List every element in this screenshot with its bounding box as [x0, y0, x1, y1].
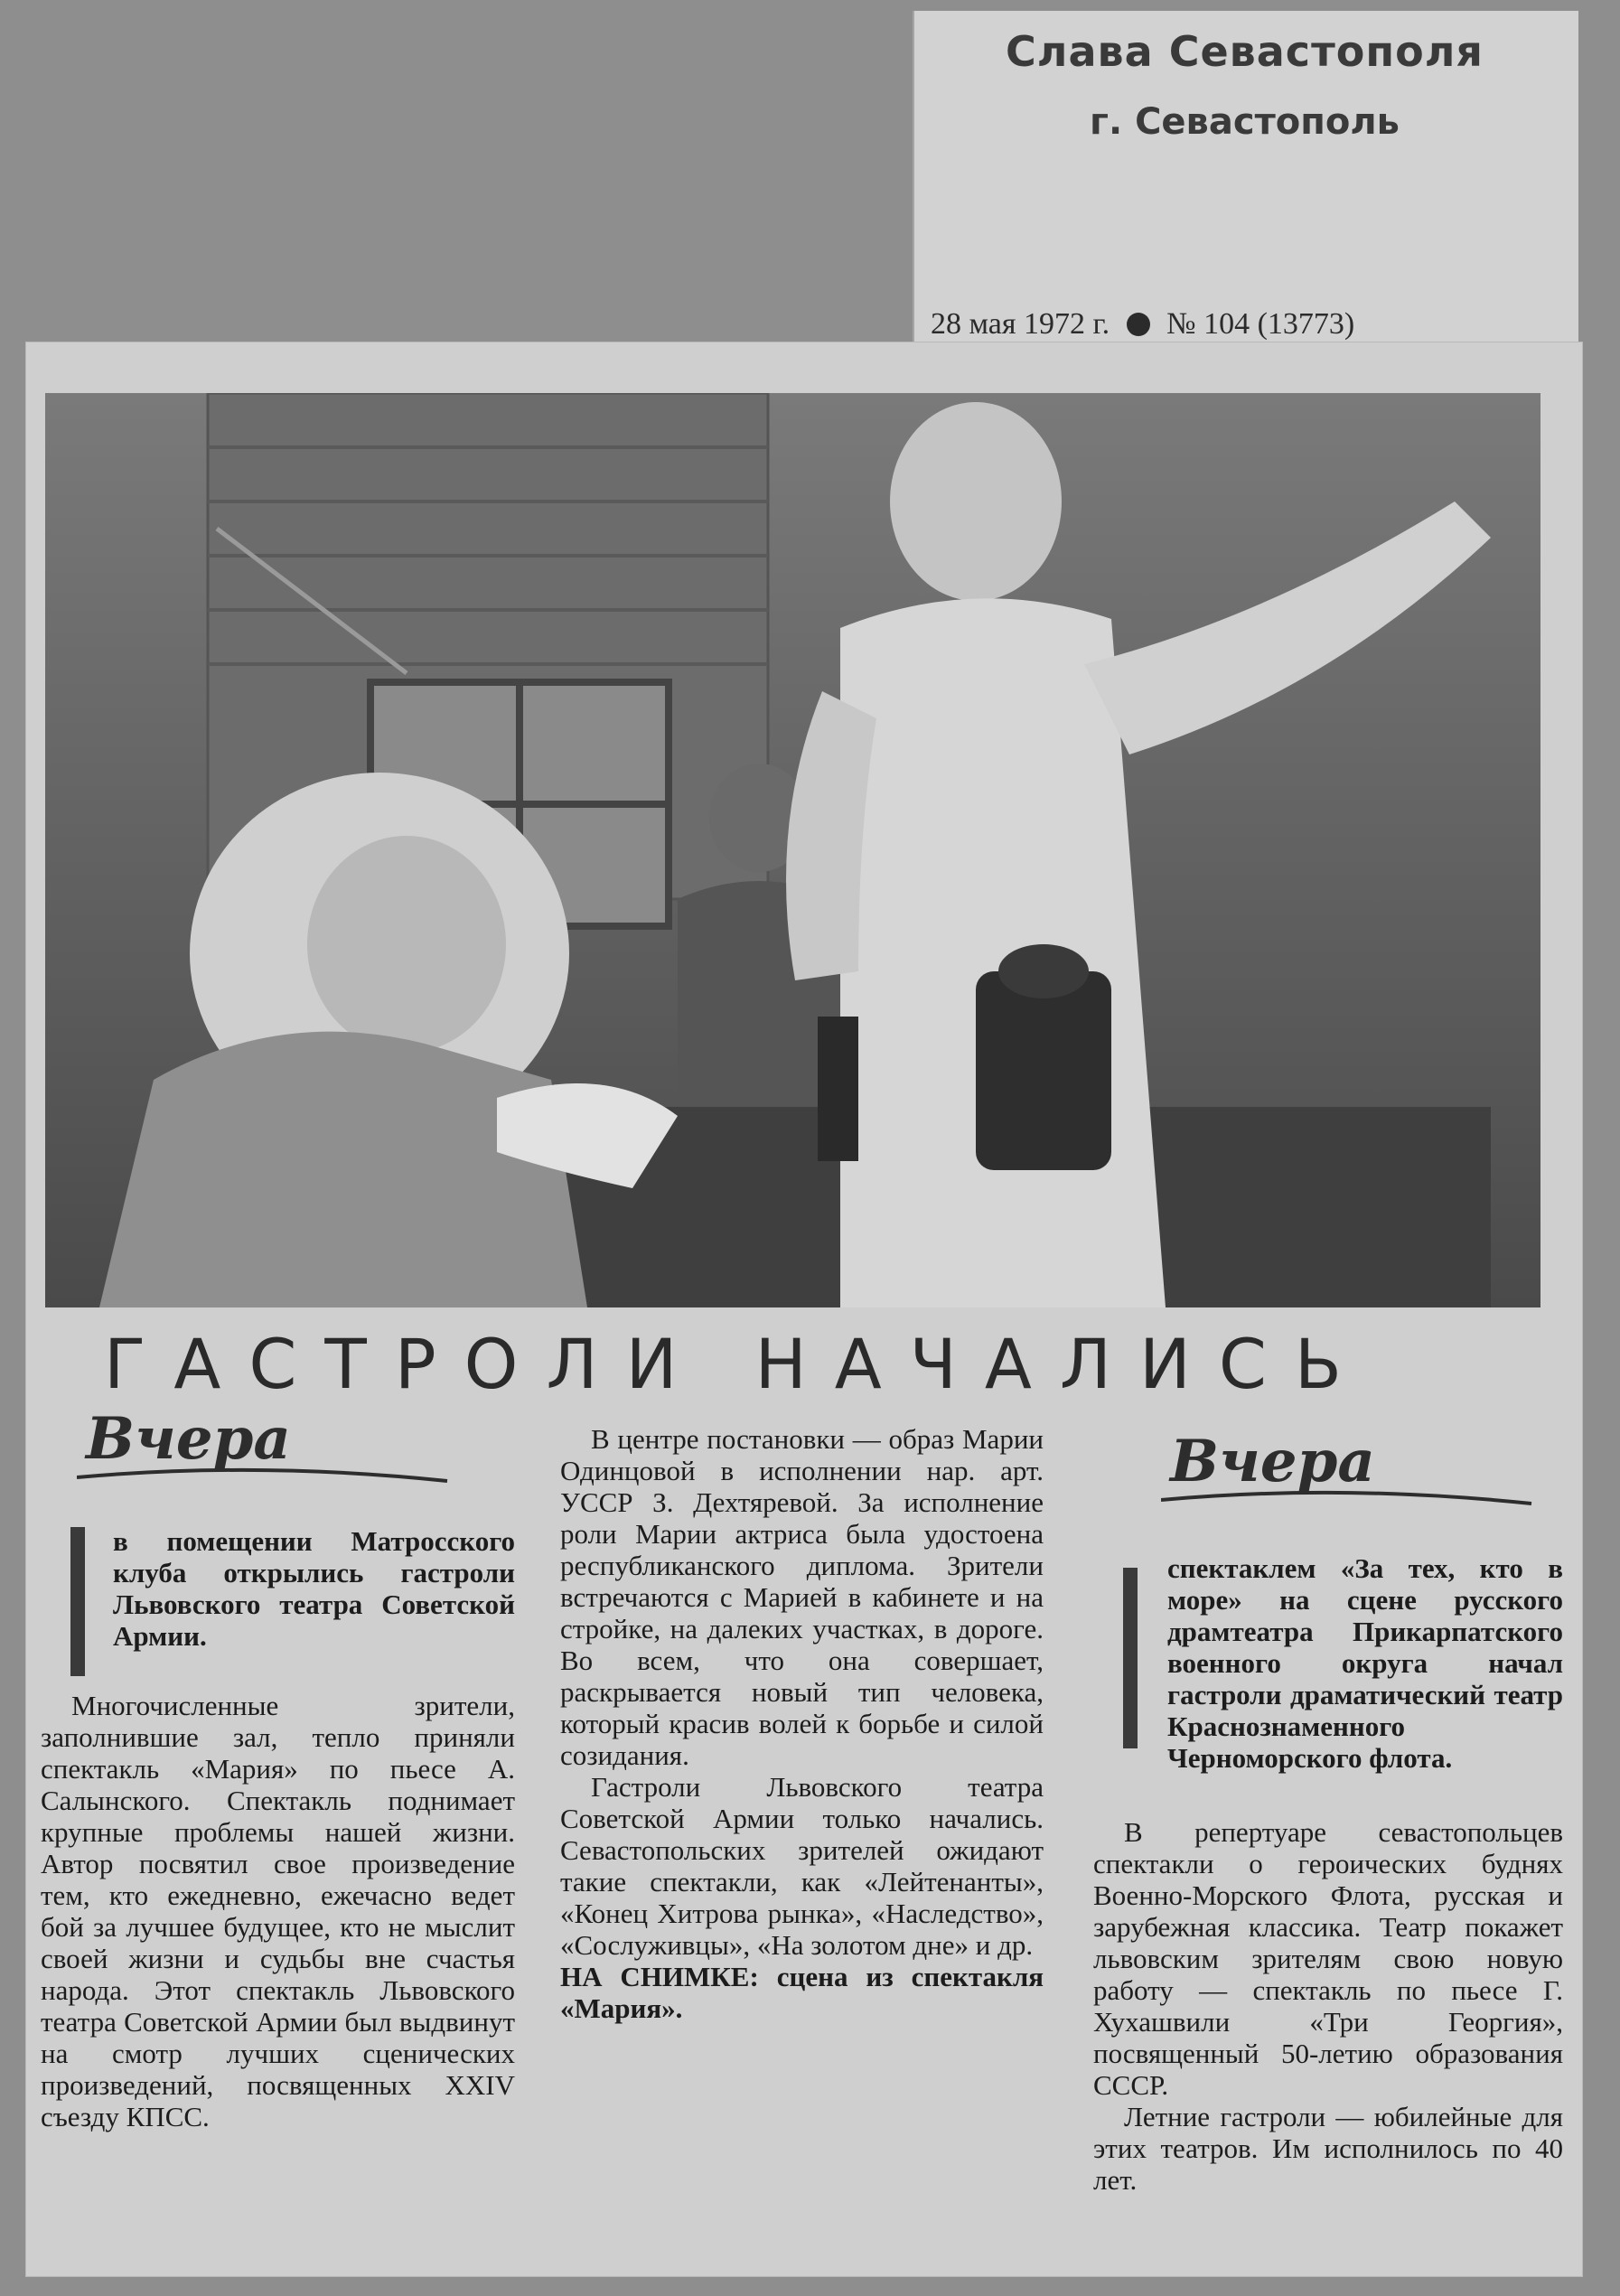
middle-paragraph-2: Гастроли Львовского театра Советской Армии только начались. Севастопольских зрителей ожидают такие спектакли, как «Лейтенанты», «Конец Хитрова рынка», «Наследство», «Сослуживцы», «На золотом дне» и др.: [560, 1771, 1044, 1961]
underline-flourish-icon: [1161, 1484, 1540, 1511]
left-paragraph: Многочисленные зрители, заполнившие зал, тепло приняли спектакль «Мария» по пьесе А. Салынского. Спектакль поднимает крупные проблемы нашей жизни. Автор посвятил свое произведение тем, кто ежедневно, ежечасно ведет бой за лучшее будущее, кто не мыслит своей жизни и судьбы вне счастья народа. Этот спектакль Львовского театра Советской Армии был выдвинут на смотр лучших сценических произведений, посвященных XXIV съезду КПСС.: [41, 1690, 515, 2132]
headline: ГАСТРОЛИ НАЧАЛИСЬ: [104, 1324, 1371, 1404]
issue-line: [931, 307, 1554, 342]
right-paragraph-1: В репертуаре севастопольцев спектакли о героических буднях Военно-Морского Флота, русская и зарубежная классика. Театр покажет львовским зрителям свою новую работу — спектакль по пьесе Г. Хухашвили «Три Георгия», посвященный 50-летию образования СССР.: [1093, 1816, 1563, 2101]
left-kicker-text: Вчера: [86, 1405, 291, 1473]
right-paragraph-2: Летние гастроли — юбилейные для этих театров. Им исполнилось по 40 лет.: [1093, 2101, 1563, 2196]
right-body: [1093, 1816, 1563, 2196]
right-kicker: [1170, 1428, 1375, 1495]
underline-flourish-icon: [77, 1461, 456, 1488]
right-lead: спектаклем «За тех, кто в море» на сцене русского драмтеатра Прикарпатского военного округа начал гастроли драматический театр Краснознаменного Черноморского флота.: [1167, 1552, 1563, 1774]
photo-caption: НА СНИМКЕ: сцена из спектакля «Мария».: [560, 1961, 1044, 2024]
bullet-icon: [1127, 313, 1150, 336]
middle-column: [560, 1423, 1044, 2024]
newspaper-city: г. Севастополь: [1090, 101, 1400, 143]
stage-photo: [45, 393, 1540, 1307]
left-body: [41, 1690, 515, 2132]
right-kicker-text: Вчера: [1170, 1428, 1375, 1495]
newspaper-name: Слава Севастополя: [1006, 27, 1484, 76]
right-lead-bar: [1123, 1568, 1138, 1748]
left-kicker: [86, 1405, 291, 1473]
left-lead-bar: [70, 1527, 85, 1676]
left-lead: в помещении Матросского клуба открылись гастроли Львовского театра Советской Армии.: [113, 1525, 515, 1652]
issue-number: № 104 (13773): [1166, 307, 1355, 341]
middle-paragraph-1: В центре постановки — образ Марии Одинцовой в исполнении нар. арт. УССР З. Дехтяревой. За исполнение роли Марии актриса была удостоена республиканского диплома. Зрители встречаются с Марией в кабинете и на стройке, на далеких участках, в дороге. Во всем, что она совершает, раскрывается новый тип человека, который красив волей к борьбе и силой созидания.: [560, 1423, 1044, 1771]
issue-date: 28 мая 1972 г.: [931, 307, 1110, 341]
